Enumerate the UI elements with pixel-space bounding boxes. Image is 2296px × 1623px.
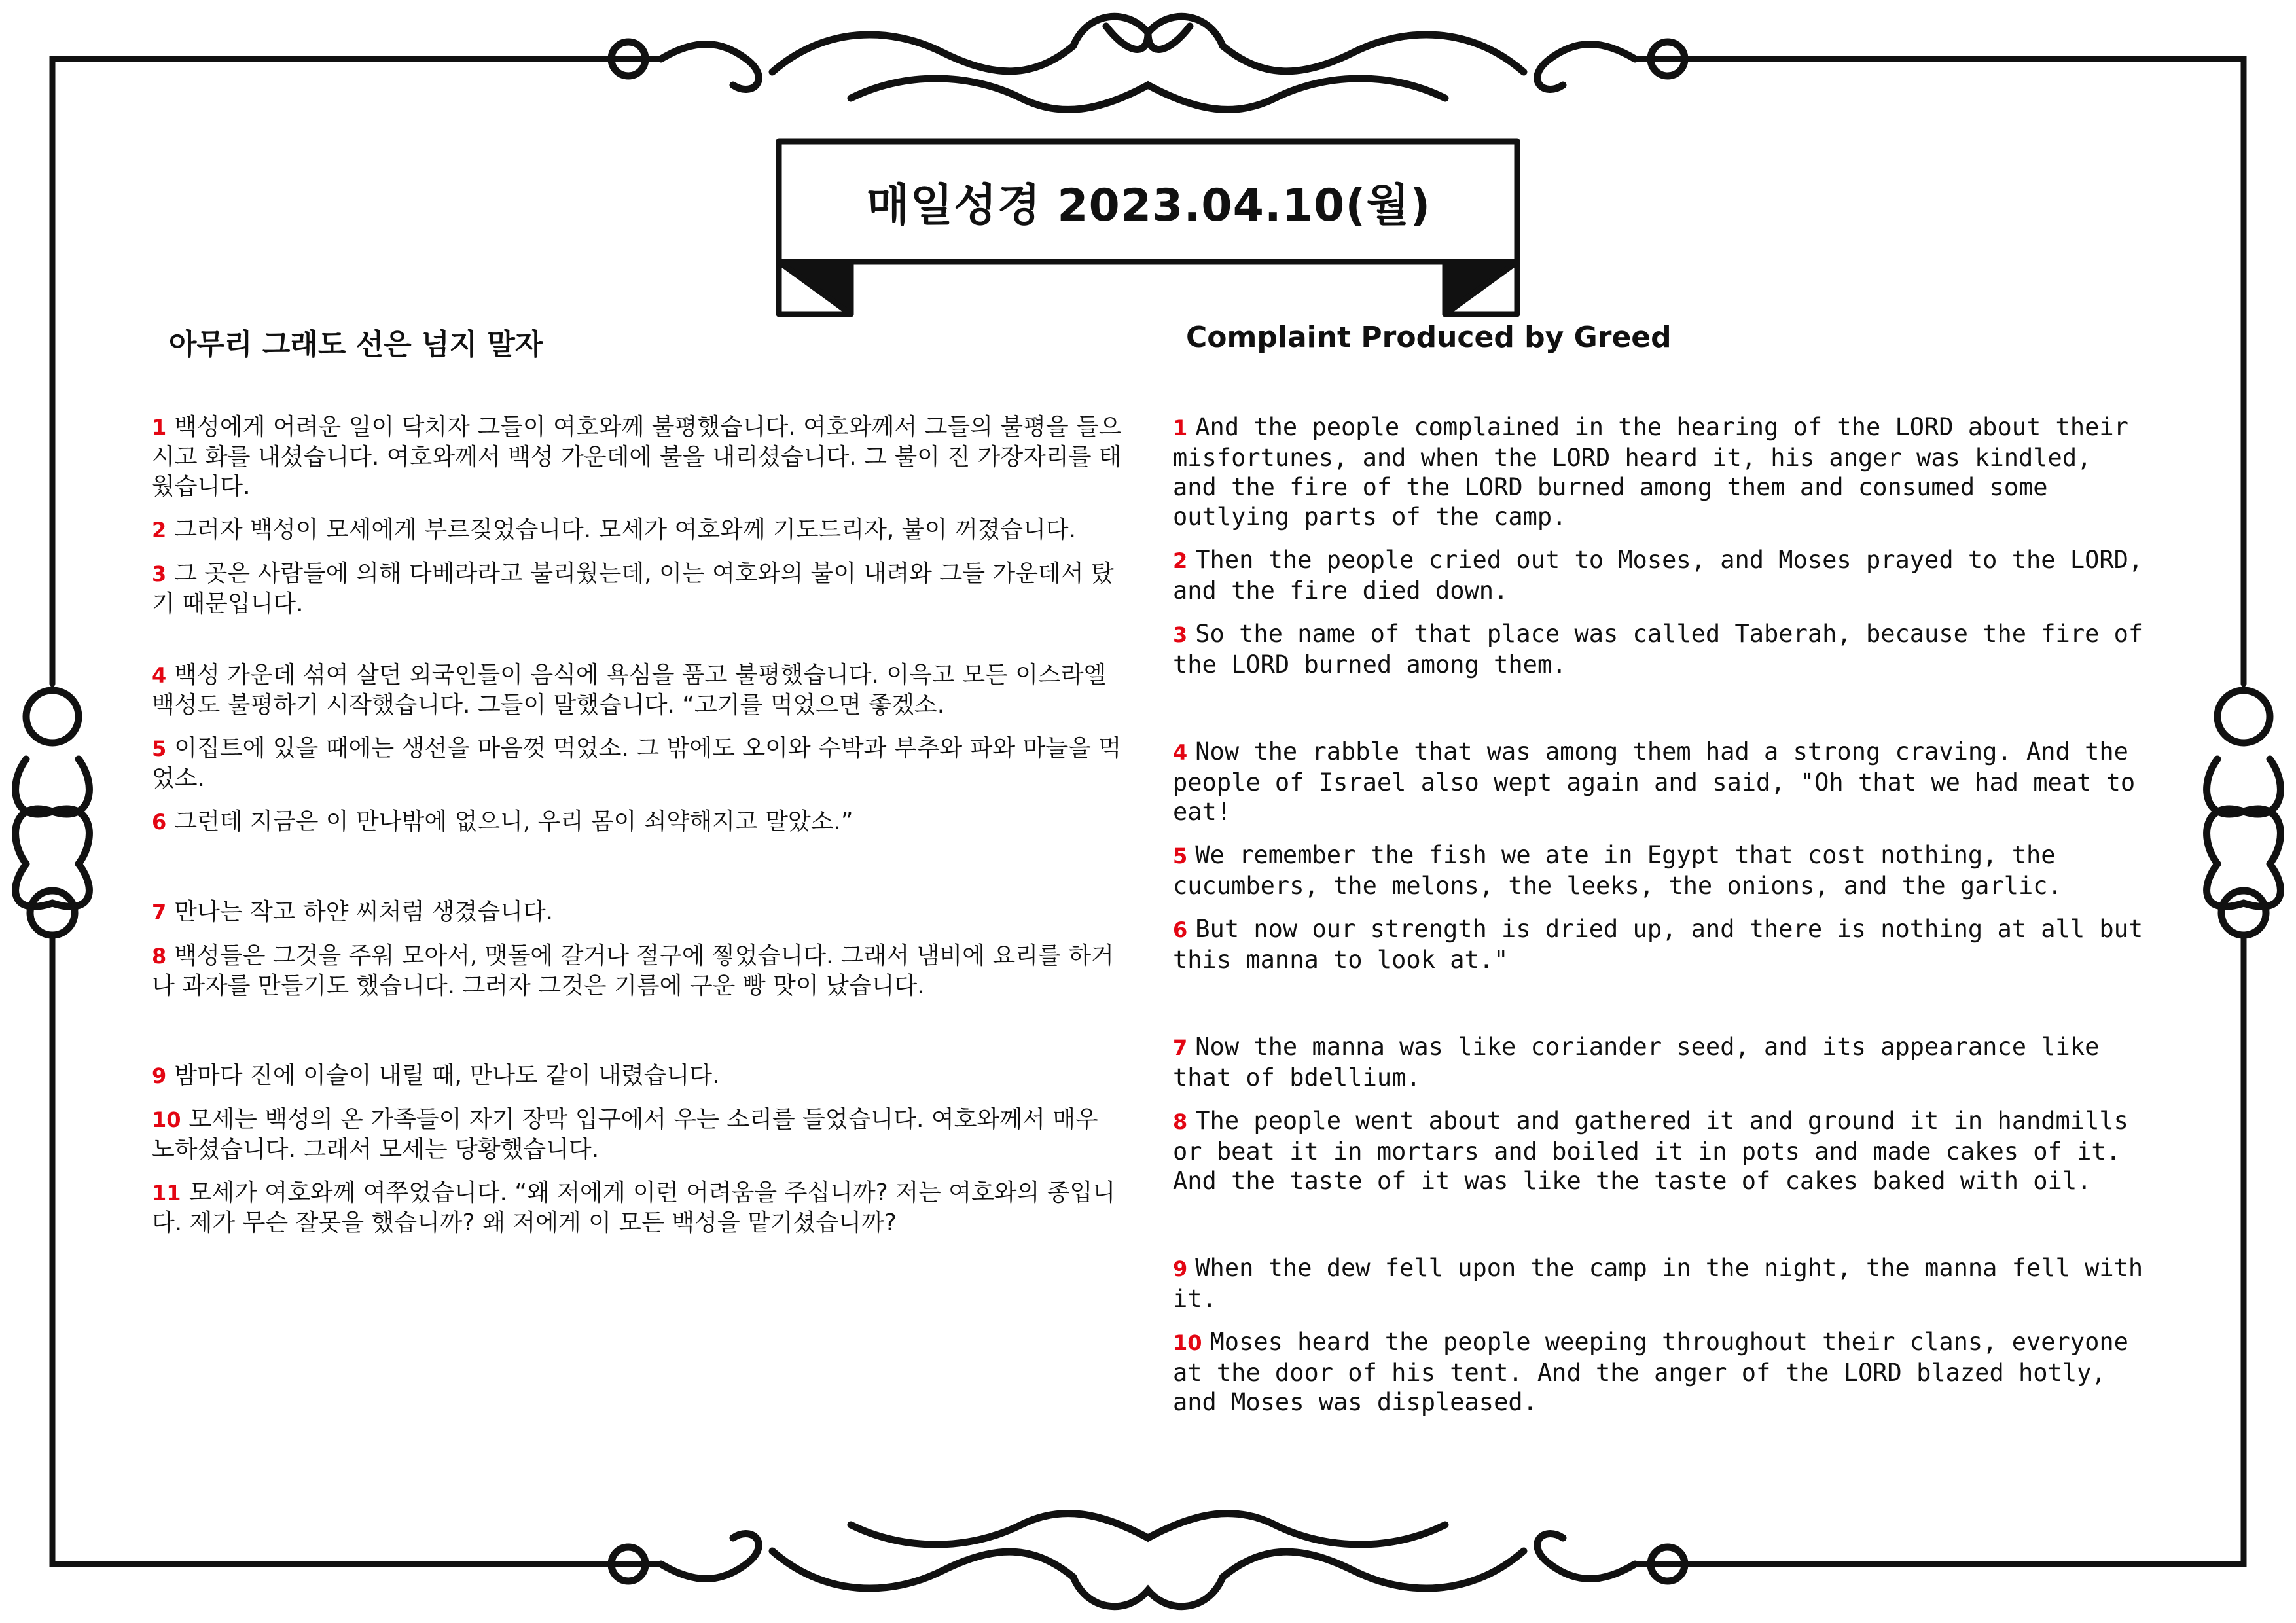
english-column [1173,412,2148,1431]
verse-number: 10 [1173,1330,1202,1355]
verse [1173,619,2148,679]
verse [1173,1327,2148,1417]
verse-text: Moses heard the people weeping throughout their clans, everyone at the door of his tent. And the anger of the LORD blazed hotly, and Moses was displeased. [1173,1328,2128,1416]
verse-text: 모세가 여호와께 여쭈었습니다. “왜 저에게 이런 어려움을 주십니까? 저는 여호와의 종입니다. 제가 무슨 잘못을 했습니까? 왜 저에게 이 모든 백성을 맡기셨습니까? [152,1179,1116,1236]
verse-group [152,412,1127,618]
top-flourish-icon [611,16,1685,109]
right-flourish-icon [2207,690,2281,935]
verse-group [1173,1253,2148,1417]
verse-text: 백성에게 어려운 일이 닥치자 그들이 여호와께 불평했습니다. 여호와께서 그들의 불평을 들으시고 화를 내셨습니다. 여호와께서 백성 가운데에 불을 내리셨습니다. 그 불이 진 가장자리를 태웠습니다. [152,414,1122,500]
korean-heading: 아무리 그래도 선은 넘지 말자 [169,328,543,361]
verse-text: But now our strength is dried up, and there is nothing at all but this manna to look at." [1173,915,2144,974]
verse-number: 2 [152,518,167,543]
verse-number: 6 [152,810,167,834]
verse [1173,412,2148,531]
left-flourish-icon [16,690,90,935]
verse-text: 그러자 백성이 모세에게 부르짖었습니다. 모세가 여호와께 기도드리자, 불이 꺼졌습니다. [174,516,1077,543]
verse-number: 5 [1173,844,1188,868]
verse [1173,1106,2148,1196]
verse [152,941,1127,1001]
verse-text: 모세는 백성의 온 가족들이 자기 장막 입구에서 우는 소리를 들었습니다. 여호와께서 매우 노하셨습니다. 그래서 모세는 당황했습니다. [152,1106,1098,1163]
verse-number: 1 [1173,416,1188,440]
verse-text: Now the manna was like coriander seed, and its appearance like that of bdellium. [1173,1033,2100,1092]
verse-number: 8 [152,944,167,969]
verse-number: 3 [1173,622,1188,647]
verse [152,1061,1127,1091]
verse-text: 그런데 지금은 이 만나밖에 없으니, 우리 몸이 쇠약해지고 말았소.” [174,808,853,835]
verse [152,412,1127,501]
verse [152,559,1127,618]
verse [1173,737,2148,827]
verse-text: Then the people cried out to Moses, and Moses prayed to the LORD, and the fire died down. [1173,546,2144,605]
verse-text: So the name of that place was called Taberah, because the fire of the LORD burned among them. [1173,620,2144,679]
verse-group [1173,737,2148,974]
verse-group [152,660,1127,837]
verse-text: 백성 가운데 섞여 살던 외국인들이 음식에 욕심을 품고 불평했습니다. 이윽고 모든 이스라엘 백성도 불평하기 시작했습니다. 그들이 말했습니다. “고기를 먹었으면 좋겠소. [152,662,1107,719]
bottom-flourish-icon [611,1514,1685,1607]
verse [1173,1032,2148,1092]
verse [152,734,1127,793]
verse-text: 만나는 작고 하얀 씨처럼 생겼습니다. [174,899,554,925]
verse-text: Now the rabble that was among them had a strong craving. And the people of Israel also wept again and said, "Oh that we had meat to eat! [1173,738,2136,826]
verse [152,515,1127,545]
verse-text: 밤마다 진에 이슬이 내릴 때, 만나도 같이 내렸습니다. [174,1062,720,1089]
verse-number: 4 [152,663,167,688]
verse [152,1178,1127,1238]
verse-number: 1 [152,415,167,440]
verse [152,807,1127,837]
verse-number: 6 [1173,918,1188,942]
verse-number: 10 [152,1107,181,1132]
verse [1173,545,2148,605]
verse-group [152,897,1127,1001]
verse-number: 9 [1173,1257,1188,1281]
verse-number: 9 [152,1063,167,1088]
korean-column [152,412,1127,1251]
verse-group [152,1061,1127,1238]
verse-text: 백성들은 그것을 주워 모아서, 맷돌에 갈거나 절구에 찧었습니다. 그래서 냄비에 요리를 하거나 과자를 만들기도 했습니다. 그러자 그것은 기름에 구운 빵 맛이 났습니다. [152,942,1114,999]
verse-number: 7 [152,900,167,925]
verse [1173,1253,2148,1313]
verse-number: 3 [152,562,167,586]
verse-number: 11 [152,1181,181,1205]
verse [152,897,1127,927]
verse-group [1173,412,2148,679]
verse [152,1105,1127,1164]
verse [1173,914,2148,974]
english-heading: Complaint Produced by Greed [1186,321,1672,354]
verse-number: 5 [152,736,167,761]
verse [152,660,1127,720]
verse-text: 그 곳은 사람들에 의해 다베라라고 불리웠는데, 이는 여호와의 불이 내려와 그들 가운데서 탔기 때문입니다. [152,560,1114,617]
verse [1173,840,2148,901]
verse-number: 4 [1173,740,1188,765]
verse-number: 8 [1173,1109,1188,1134]
verse-text: When the dew fell upon the camp in the night, the manna fell with it. [1173,1254,2144,1313]
verse-text: The people went about and gathered it and ground it in handmills or beat it in mortars and boiled it in pots and made cakes of it. And the taste of it was like the taste of cakes baked with oil. [1173,1107,2128,1195]
verse-number: 2 [1173,548,1188,573]
page-title: 매일성경 2023.04.10(월) [866,179,1431,232]
verse-group [1173,1032,2148,1196]
verse-text: We remember the fish we ate in Egypt that cost nothing, the cucumbers, the melons, the leeks, the onions, and the garlic. [1173,841,2062,900]
verse-number: 7 [1173,1035,1188,1060]
verse-text: 이집트에 있을 때에는 생선을 마음껏 먹었소. 그 밖에도 오이와 수박과 부추와 파와 마늘을 먹었소. [152,735,1122,792]
verse-text: And the people complained in the hearing of the LORD about their misfortunes, and when the LORD heard it, his anger was kindled, and the fire of the LORD burned among them and consumed some outlying parts of the camp. [1173,413,2128,531]
